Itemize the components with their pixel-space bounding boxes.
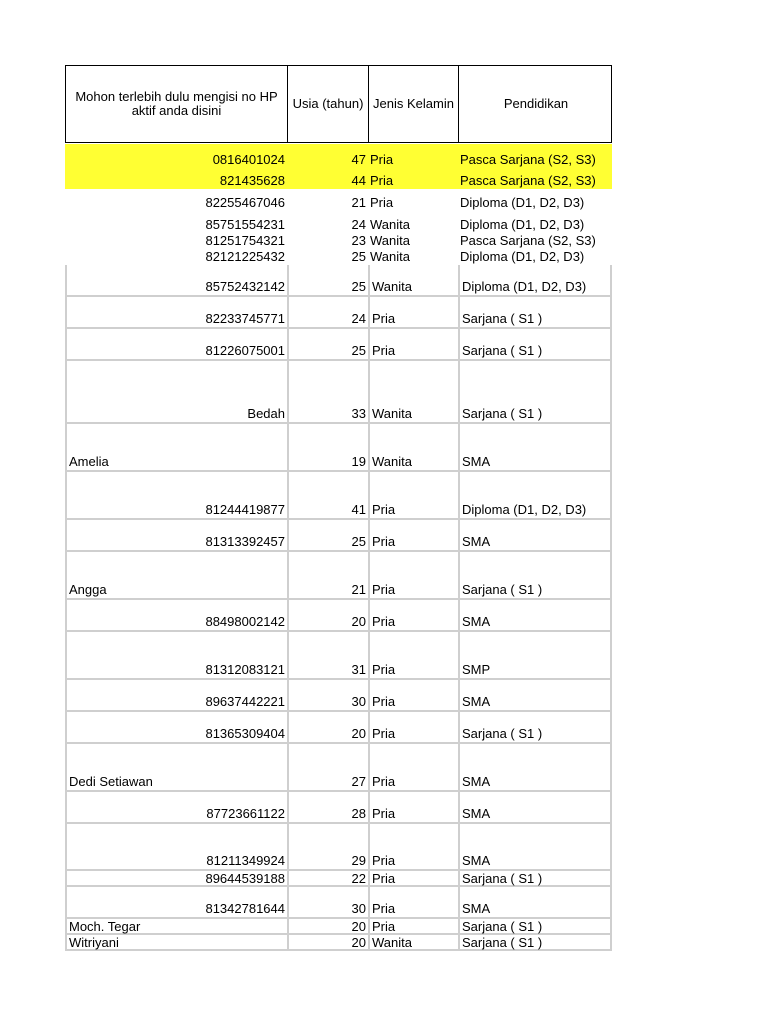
table-row (65, 887, 612, 919)
cell-phone: Witriyani (67, 935, 289, 951)
cell-gender: Pria (370, 680, 460, 710)
cell-age: 47 (351, 152, 366, 167)
table-row (65, 744, 612, 792)
cell-education: Pasca Sarjana (S2, S3) (460, 233, 596, 248)
cell-phone: Bedah (67, 361, 289, 422)
header-age: Usia (tahun) (288, 66, 369, 142)
cell-age: 30 (289, 680, 370, 710)
table-row (65, 233, 612, 249)
cell-age: 31 (289, 632, 370, 678)
cell-phone: 81342781644 (67, 887, 289, 917)
cell-age: 21 (351, 195, 366, 210)
cell-education: Pasca Sarjana (S2, S3) (460, 152, 596, 167)
cell-phone: Angga (67, 552, 289, 598)
cell-gender: Pria (370, 472, 460, 518)
cell-age: 24 (351, 217, 366, 232)
cell-age: 20 (289, 600, 370, 630)
table-row (65, 792, 612, 824)
cell-age: 41 (289, 472, 370, 518)
cell-phone: 82233745771 (67, 297, 289, 327)
table-row (65, 824, 612, 871)
table-row (65, 297, 612, 329)
table-row (65, 211, 612, 233)
cell-gender: Pria (370, 600, 460, 630)
cell-education: SMA (462, 614, 491, 629)
cell-education: Diploma (D1, D2, D3) (462, 502, 587, 517)
cell-phone: 81365309404 (67, 712, 289, 742)
cell-gender: Pria (370, 329, 460, 359)
table-row (65, 424, 612, 472)
cell-gender: Pria (370, 712, 460, 742)
cell-education: SMA (462, 853, 491, 868)
cell-gender: Pria (370, 520, 460, 550)
cell-age: 23 (351, 233, 366, 248)
cell-gender: Pria (370, 632, 460, 678)
cell-education: SMA (462, 534, 491, 549)
cell-phone: 81211349924 (67, 824, 289, 869)
cell-education: SMA (462, 454, 491, 469)
cell-education: SMA (462, 774, 491, 789)
cell-gender: Wanita (370, 265, 460, 295)
cell-phone: Amelia (67, 424, 289, 470)
cell-age: 33 (289, 361, 370, 422)
cell-education: Pasca Sarjana (S2, S3) (460, 173, 596, 188)
cell-education: Sarjana ( S1 ) (462, 406, 543, 421)
table-row (65, 552, 612, 600)
cell-age: 19 (289, 424, 370, 470)
cell-age: 22 (289, 871, 370, 887)
header-phone: Mohon terlebih dulu mengisi no HP aktif anda disini (66, 66, 288, 142)
cell-phone: 81313392457 (67, 520, 289, 550)
table-header (65, 65, 612, 143)
table-row (65, 712, 612, 744)
cell-education: Sarjana ( S1 ) (462, 935, 543, 950)
cell-education: Diploma (D1, D2, D3) (460, 217, 585, 232)
cell-gender: Wanita (370, 233, 410, 248)
table-row (65, 167, 612, 189)
cell-education: Diploma (D1, D2, D3) (460, 195, 585, 210)
cell-gender: Pria (370, 792, 460, 822)
table-row (65, 919, 612, 935)
cell-education: Diploma (D1, D2, D3) (460, 249, 585, 264)
cell-age: 20 (289, 712, 370, 742)
cell-gender: Wanita (370, 935, 460, 951)
cell-education: Sarjana ( S1 ) (462, 726, 543, 741)
cell-phone: 82121225432 (205, 249, 285, 264)
cell-age: 20 (289, 919, 370, 935)
cell-gender: Pria (370, 871, 460, 887)
cell-age: 25 (289, 520, 370, 550)
table-row (65, 600, 612, 632)
cell-age: 28 (289, 792, 370, 822)
cell-phone: 87723661122 (67, 792, 289, 822)
table-row (65, 329, 612, 361)
table-row (65, 144, 612, 168)
cell-gender: Pria (370, 152, 394, 167)
cell-phone: 821435628 (219, 173, 285, 188)
cell-age: 25 (289, 265, 370, 295)
cell-phone: 81312083121 (67, 632, 289, 678)
cell-education: Sarjana ( S1 ) (462, 919, 543, 934)
cell-age: 44 (351, 173, 366, 188)
table-row (65, 632, 612, 680)
cell-age: 20 (289, 935, 370, 951)
table-row (65, 189, 612, 211)
cell-phone: 81244419877 (67, 472, 289, 518)
cell-age: 25 (351, 249, 366, 264)
cell-gender: Pria (370, 297, 460, 327)
table-row (65, 680, 612, 712)
cell-gender: Pria (370, 919, 460, 935)
cell-gender: Pria (370, 744, 460, 790)
cell-gender: Wanita (370, 217, 410, 232)
cell-age: 30 (289, 887, 370, 917)
cell-phone: 85752432142 (67, 265, 289, 295)
cell-gender: Pria (370, 887, 460, 917)
cell-phone: 81251754321 (205, 233, 285, 248)
cell-age: 21 (289, 552, 370, 598)
header-gender: Jenis Kelamin (369, 66, 459, 142)
cell-gender: Wanita (370, 361, 460, 422)
cell-phone: 89644539188 (67, 871, 289, 887)
table-row (65, 472, 612, 520)
cell-phone: 88498002142 (67, 600, 289, 630)
header-education: Pendidikan (503, 96, 569, 111)
cell-education: Sarjana ( S1 ) (462, 582, 543, 597)
cell-phone: 0816401024 (212, 152, 285, 167)
cell-education: Sarjana ( S1 ) (462, 871, 543, 886)
cell-phone: 82255467046 (205, 195, 285, 210)
cell-education: SMA (462, 901, 491, 916)
cell-gender: Pria (370, 824, 460, 869)
cell-phone: 85751554231 (205, 217, 285, 232)
cell-age: 25 (289, 329, 370, 359)
cell-gender: Wanita (370, 249, 410, 264)
cell-gender: Pria (370, 552, 460, 598)
cell-gender: Wanita (370, 424, 460, 470)
table-row (65, 361, 612, 424)
table-row (65, 935, 612, 951)
cell-education: SMA (462, 694, 491, 709)
table-row (65, 265, 612, 297)
cell-education: Sarjana ( S1 ) (462, 311, 543, 326)
table-row (65, 871, 612, 887)
cell-age: 29 (289, 824, 370, 869)
table-row (65, 520, 612, 552)
cell-age: 27 (289, 744, 370, 790)
cell-gender: Pria (370, 195, 394, 210)
cell-phone: Dedi Setiawan (67, 744, 289, 790)
cell-gender: Pria (370, 173, 394, 188)
table-row (65, 249, 612, 265)
cell-education: Diploma (D1, D2, D3) (462, 279, 587, 294)
cell-education: SMA (462, 806, 491, 821)
cell-education: SMP (462, 662, 491, 677)
cell-phone: 81226075001 (67, 329, 289, 359)
cell-education: Sarjana ( S1 ) (462, 343, 543, 358)
cell-age: 24 (289, 297, 370, 327)
cell-phone: 89637442221 (67, 680, 289, 710)
cell-phone: Moch. Tegar (67, 919, 289, 935)
